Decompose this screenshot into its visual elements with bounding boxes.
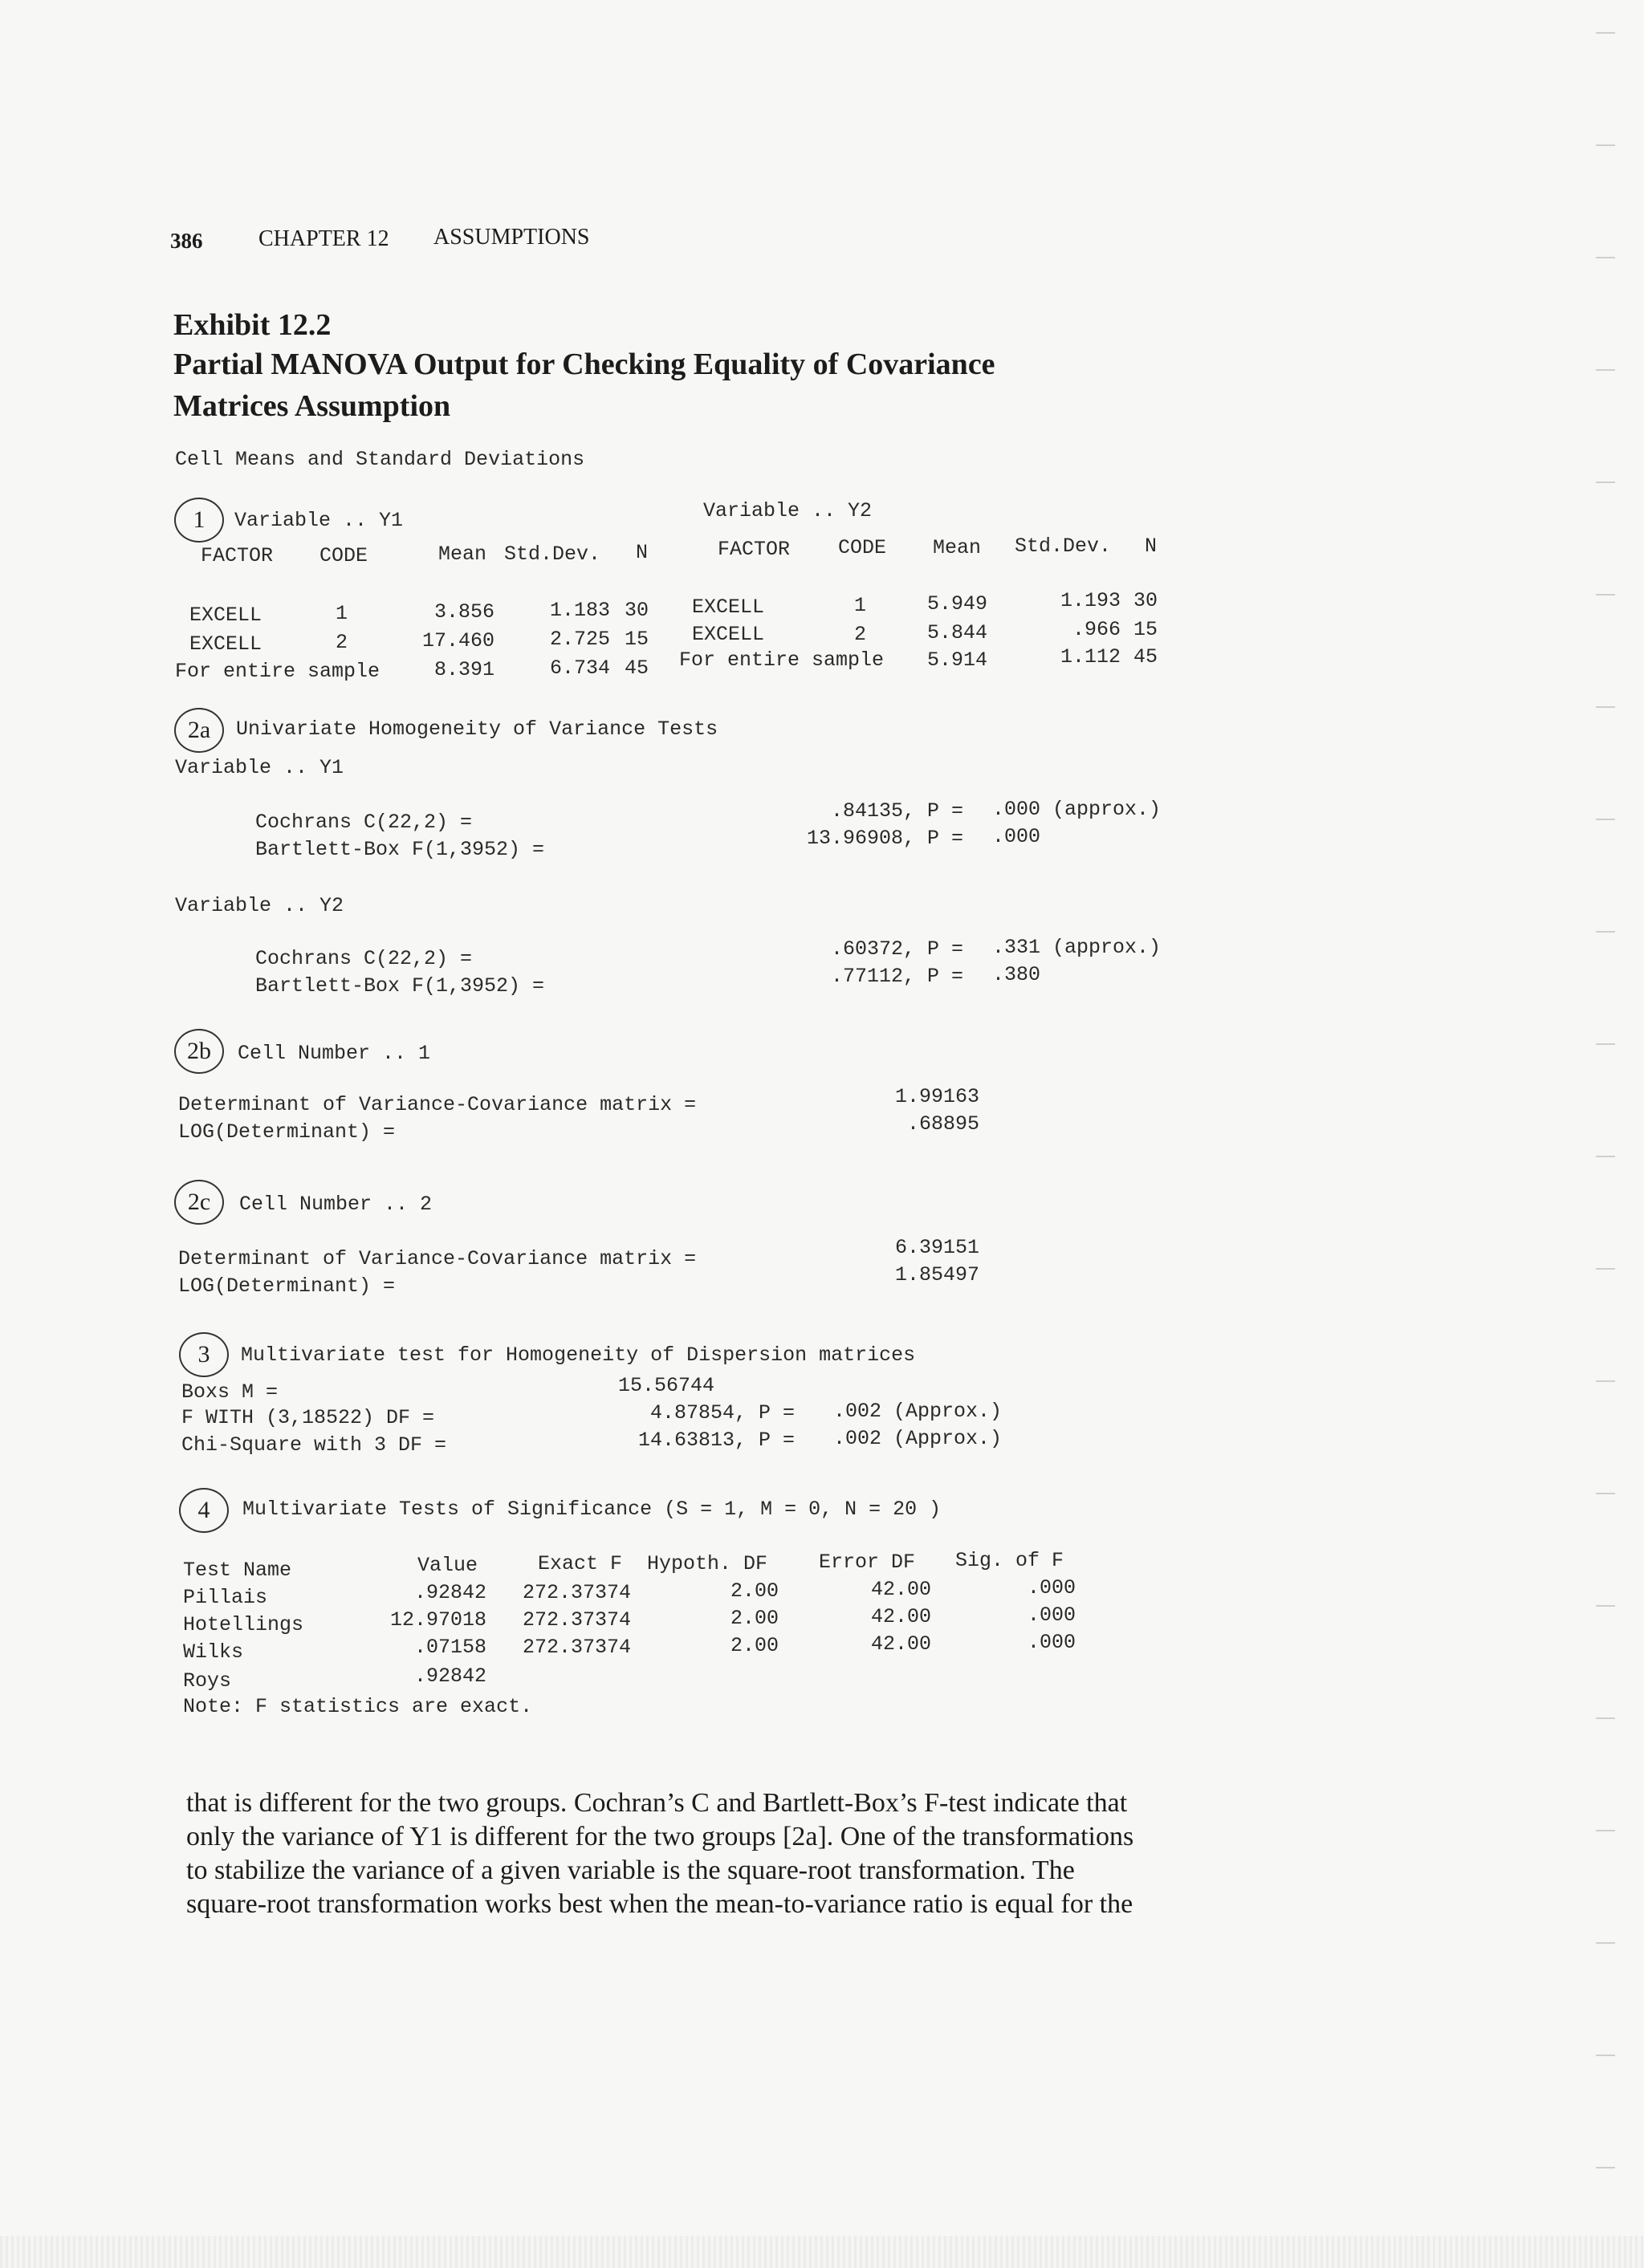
page-number: 386	[170, 229, 203, 253]
table-cell: .000	[1027, 1576, 1076, 1599]
table-cell: 12.97018	[389, 1608, 486, 1632]
boxm-chi-label: Chi-Square with 3 DF =	[181, 1433, 447, 1457]
table-cell: 3.856	[433, 600, 494, 624]
boxm-f-label: F WITH (3,18522) DF =	[181, 1406, 435, 1429]
marker-1: 1	[174, 498, 224, 543]
boxm-label: Boxs M =	[181, 1380, 279, 1404]
table-cell: 272.37374	[522, 1636, 631, 1659]
scan-edge-mark	[1596, 1380, 1615, 1382]
table-cell: 45	[1133, 645, 1158, 669]
significance-heading: Multivariate Tests of Significance (S = 1, M = 0, N = 20 )	[242, 1498, 942, 1521]
table-cell: 6.734	[549, 656, 610, 680]
table-cell: 8.391	[433, 658, 494, 681]
boxm-value: 15.56744	[618, 1374, 715, 1397]
table-cell: EXCELL	[189, 632, 262, 656]
table-cell: 2	[854, 623, 867, 646]
table-cell: EXCELL	[189, 604, 262, 627]
y1-header-n: N	[636, 541, 649, 564]
marker-3: 3	[179, 1332, 229, 1377]
cochran-y2-value: .60372, P =	[830, 937, 963, 961]
table-cell: 2	[336, 631, 348, 654]
table-cell: 45	[625, 656, 649, 680]
univariate-heading: Univariate Homogeneity of Variance Tests	[236, 717, 718, 741]
y1-header-sd: Std.Dev.	[504, 543, 601, 566]
table-cell: .966	[1072, 618, 1121, 641]
bartlett-y2-p: .380	[992, 963, 1041, 986]
table-cell: 1	[854, 594, 867, 617]
scan-edge-mark	[1596, 1605, 1615, 1607]
body-paragraph	[186, 1786, 1186, 1921]
table-cell: Roys	[183, 1669, 232, 1693]
exhibit-label: Exhibit 12.2	[173, 308, 332, 342]
boxm-chi-p: .002 (Approx.)	[833, 1427, 1003, 1450]
table-cell: 30	[625, 599, 649, 622]
cochran-y2-label: Cochrans C(22,2) =	[255, 947, 473, 970]
bartlett-y1-label: Bartlett-Box F(1,3952) =	[255, 838, 545, 861]
cochran-y1-label: Cochrans C(22,2) =	[255, 811, 473, 834]
marker-2b: 2b	[174, 1029, 224, 1074]
cell1-det-value: 1.99163	[894, 1085, 979, 1108]
scan-edge-mark	[1596, 144, 1615, 146]
table-cell: 2.00	[730, 1634, 779, 1657]
table-cell: 15	[1133, 618, 1158, 641]
sig-header-name: Test Name	[183, 1559, 292, 1582]
table-cell: 5.914	[926, 648, 987, 672]
scan-edge-mark	[1596, 1717, 1615, 1719]
exhibit-title-line1: Partial MANOVA Output for Checking Equality of Covariance	[173, 348, 995, 381]
scan-edge-mark	[1596, 482, 1615, 483]
table-cell: 5.844	[926, 621, 987, 644]
boxm-f-p: .002 (Approx.)	[833, 1400, 1003, 1423]
table-cell: .000	[1027, 1603, 1076, 1627]
scan-edge-mark	[1596, 706, 1615, 708]
scan-edge-mark	[1596, 1043, 1615, 1045]
cell2-det-label: Determinant of Variance-Covariance matrix =	[178, 1247, 697, 1270]
table-cell: .92842	[413, 1664, 486, 1688]
table-cell: Pillais	[183, 1586, 268, 1609]
y1-header-code: CODE	[319, 544, 368, 567]
sig-header-hdf: Hypoth. DF	[647, 1552, 768, 1575]
table-cell: .000	[1027, 1631, 1076, 1654]
boxm-heading: Multivariate test for Homogeneity of Dispersion matrices	[241, 1343, 916, 1367]
scan-edge-mark	[1596, 369, 1615, 371]
table-cell: 42.00	[870, 1578, 931, 1601]
table-cell: 2.00	[730, 1579, 779, 1603]
table-cell: 5.949	[926, 592, 987, 616]
y2-header-code: CODE	[838, 536, 887, 559]
scan-edge-mark	[1596, 1268, 1615, 1270]
body-line: only the variance of Y1 is different for the two groups [2a]. One of the transformations	[186, 1822, 1134, 1851]
table-cell: 1	[336, 602, 348, 625]
y2-header-sd: Std.Dev.	[1015, 534, 1112, 558]
table-cell: For entire sample	[175, 660, 380, 683]
table-cell: 272.37374	[522, 1581, 631, 1604]
table-cell: Hotellings	[183, 1613, 304, 1636]
marker-2a: 2a	[174, 708, 224, 753]
table-cell: For entire sample	[679, 648, 885, 672]
sig-header-exactf: Exact F	[538, 1552, 623, 1575]
scan-edge-mark	[1596, 1156, 1615, 1157]
body-line: to stabilize the variance of a given variable is the square-root transformation. The	[186, 1855, 1075, 1885]
table-cell: EXCELL	[692, 623, 765, 646]
boxm-f-value: 4.87854, P =	[649, 1401, 795, 1425]
table-cell: 17.460	[421, 629, 494, 652]
univariate-y2-label: Variable .. Y2	[175, 894, 344, 917]
scan-edge-mark	[1596, 819, 1615, 820]
table-cell: 42.00	[870, 1605, 931, 1628]
boxm-chi-value: 14.63813, P =	[637, 1429, 795, 1452]
scan-edge-mark	[1596, 1942, 1615, 1944]
scan-edge-mark	[1596, 1493, 1615, 1494]
scan-edge-mark	[1596, 594, 1615, 595]
bartlett-y2-label: Bartlett-Box F(1,3952) =	[255, 974, 545, 998]
cell2-log-value: 1.85497	[894, 1263, 979, 1286]
cell1-det-label: Determinant of Variance-Covariance matrix =	[178, 1093, 697, 1116]
table-cell: 30	[1133, 589, 1158, 612]
scan-edge-mark	[1596, 2055, 1615, 2056]
scan-edge-mark	[1596, 2167, 1615, 2168]
cell2-log-label: LOG(Determinant) =	[178, 1274, 396, 1298]
table-cell: 1.193	[1060, 589, 1121, 612]
table-cell: 15	[625, 628, 649, 651]
cell1-heading: Cell Number .. 1	[238, 1042, 431, 1065]
cell2-det-value: 6.39151	[894, 1236, 979, 1259]
y2-header-factor: FACTOR	[718, 538, 791, 561]
table-cell: 2.725	[549, 628, 610, 651]
y2-header-n: N	[1145, 534, 1158, 558]
y2-header-mean: Mean	[933, 536, 982, 559]
bartlett-y1-value: 13.96908, P =	[806, 827, 963, 850]
y1-header-factor: FACTOR	[201, 544, 274, 567]
significance-note: Note: F statistics are exact.	[183, 1695, 533, 1718]
exhibit-title-line2: Matrices Assumption	[173, 389, 451, 423]
cell1-log-value: .68895	[906, 1112, 979, 1136]
cochran-y1-p: .000 (approx.)	[992, 798, 1162, 821]
scan-edge-mark	[1596, 1830, 1615, 1831]
y1-header-mean: Mean	[438, 543, 487, 566]
table-cell: 42.00	[870, 1632, 931, 1656]
cochran-y1-value: .84135, P =	[830, 799, 963, 823]
y2-variable-label: Variable .. Y2	[703, 499, 873, 522]
scan-edge-mark	[1596, 931, 1615, 933]
cell-means-heading: Cell Means and Standard Deviations	[175, 448, 585, 471]
marker-2c: 2c	[174, 1180, 224, 1225]
chapter-label: CHAPTER 12	[258, 226, 389, 251]
body-line: square-root transformation works best when the mean-to-variance ratio is equal for the	[186, 1889, 1133, 1919]
table-cell: EXCELL	[692, 595, 765, 619]
cell1-log-label: LOG(Determinant) =	[178, 1120, 396, 1144]
table-cell: .92842	[413, 1581, 486, 1604]
table-cell: .07158	[413, 1636, 486, 1659]
table-cell: 272.37374	[522, 1608, 631, 1632]
univariate-y1-label: Variable .. Y1	[175, 756, 344, 779]
sig-header-sig: Sig. of F	[955, 1549, 1064, 1572]
cell2-heading: Cell Number .. 2	[239, 1193, 433, 1216]
body-line: that is different for the two groups. Cochran’s C and Bartlett-Box’s F-test indicate that	[186, 1788, 1128, 1818]
section-label: ASSUMPTIONS	[433, 225, 590, 250]
table-cell: 2.00	[730, 1607, 779, 1630]
scan-edge-mark	[1596, 32, 1615, 34]
sig-header-value: Value	[417, 1554, 478, 1577]
cochran-y2-p: .331 (approx.)	[992, 936, 1162, 959]
sig-header-edf: Error DF	[819, 1551, 916, 1574]
marker-4: 4	[179, 1488, 229, 1533]
scan-bottom-edge	[0, 2236, 1644, 2268]
table-cell: 1.112	[1060, 645, 1121, 669]
bartlett-y2-value: .77112, P =	[830, 965, 963, 988]
table-cell: 1.183	[549, 599, 610, 622]
table-cell: Wilks	[183, 1640, 244, 1664]
bartlett-y1-p: .000	[992, 825, 1041, 848]
y1-variable-label: Variable .. Y1	[234, 509, 404, 532]
scan-edge-mark	[1596, 257, 1615, 258]
